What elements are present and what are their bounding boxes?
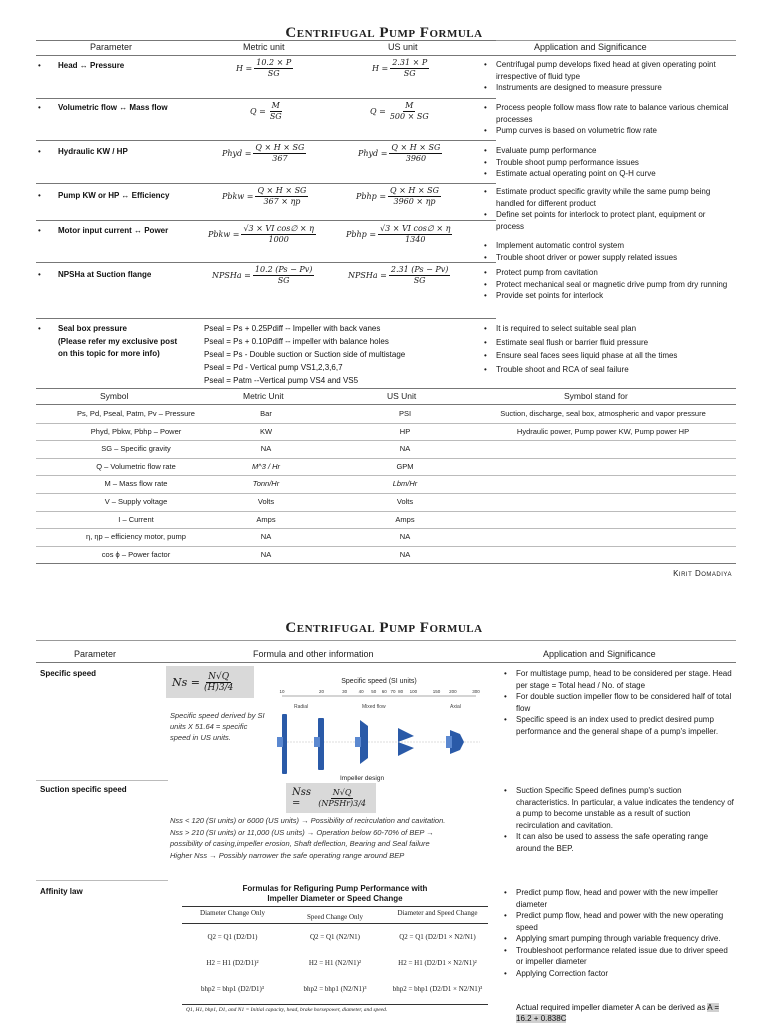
param-seal-line1: Seal box pressure <box>58 324 127 333</box>
impeller-mixed-1-icon <box>355 720 368 764</box>
divider <box>36 662 736 663</box>
affinity-title-line: Formulas for Refiguring Pump Performance with <box>242 884 428 893</box>
symbol-cell-metric: Bar <box>260 409 272 418</box>
symbol-cell-symbol: η, ηp – efficiency motor, pump <box>86 532 186 542</box>
impeller-radial-icon <box>277 714 287 774</box>
app-item: • Process people follow mass flow rate to balance various chemical processes <box>482 102 732 125</box>
diagram-caption: Impeller design <box>340 775 385 782</box>
divider <box>36 40 496 41</box>
divider <box>36 220 496 221</box>
affinity-title-line: Impeller Diameter or Speed Change <box>267 894 403 903</box>
symbol-cell-symbol: M – Mass flow rate <box>104 479 168 489</box>
page2-title: Centrifugal Pump Formula <box>285 620 483 636</box>
tick-label: 10 <box>279 689 285 694</box>
page1-title: Centrifugal Pump Formula <box>285 25 483 41</box>
symbol-cell-metric: M^3 / Hr <box>251 461 281 471</box>
affinity-cell: Q2 = Q1 (N2/N1) <box>309 933 360 941</box>
symbol-cell-metric: Amps <box>256 514 276 524</box>
divider <box>36 140 496 141</box>
symbol-cell-symbol: I – Current <box>118 514 154 524</box>
divider <box>36 404 736 405</box>
bullet-icon: • <box>38 270 41 279</box>
affinity-cell: Q2 = Q1 (D2/D1 × N2/N1) <box>399 933 476 941</box>
affinity-last-line <box>516 1003 736 1024</box>
app-item: • For multistage pump, head to be considered per stage. Head per stage = Total head / No. of stage <box>502 668 734 691</box>
impeller-design-diagram <box>274 674 484 784</box>
app-item: • Predict pump flow, head and power with the new impeller diameter <box>502 887 734 910</box>
ns-note: Specific speed derived by SI units X 51.64 = specific speed in US units. <box>170 711 265 742</box>
formula-efficiency-us: Pbhp = $\frac{Q \times H \times SG}{3960 \times \eta p}$ <box>356 186 440 206</box>
symbol-cell-us: NA <box>399 549 411 559</box>
symbol-cell-us: Volts <box>396 497 414 506</box>
symbol-cell-symbol: SG – Specific gravity <box>101 444 171 454</box>
divider <box>36 440 736 441</box>
tick-label: 300 <box>472 689 480 694</box>
affinity-row <box>182 924 488 950</box>
app-item: • Trouble shoot driver or power supply related issues <box>482 252 732 264</box>
affinity-cell: bhp2 = bhp1 (D2/D1 × N2/N1)³ <box>392 985 483 993</box>
category-mixed: Mixed flow <box>362 704 386 710</box>
symbol-cell-symbol: Ps, Pd, Pseal, Patm, Pv – Pressure <box>77 409 195 418</box>
param-efficiency: Pump KW or HP ↔ Efficiency <box>58 191 170 200</box>
app-item: • Estimate seal flush or barrier fluid pressure <box>482 336 732 350</box>
app-item: • Evaluate pump performance <box>482 145 732 157</box>
formula-npsh-us: NPSHa = $\frac{2.31 (Ps - Pv)}{SG}$ <box>348 265 449 285</box>
symbol-cell-us: Amps <box>395 514 415 524</box>
affinity-col3: Diameter and Speed Change <box>397 909 478 917</box>
param-seal-line3: on this topic for more info) <box>58 349 160 358</box>
app-item: • Pump curves is based on volumetric flow rate <box>482 125 732 137</box>
affinity-last-text: Actual required impeller diameter A can be derived as <box>516 1003 706 1012</box>
tick-label: 20 <box>319 689 325 694</box>
affinity-table <box>182 884 488 1024</box>
app-item: • Protect pump from cavitation <box>482 267 732 279</box>
tick-label: 200 <box>449 689 457 694</box>
symbol-cell-us: Lbm/Hr <box>392 479 418 489</box>
divider <box>36 98 496 99</box>
symbol-cell-us: NA <box>399 532 411 542</box>
nss-notes <box>170 815 490 861</box>
bullet-icon: • <box>38 226 41 235</box>
app-item: • Instruments are designed to measure pressure <box>482 82 732 94</box>
impeller-radial-2-icon <box>314 718 324 770</box>
formula-motor-us: Pbhp = $\frac{\text{√3 × VI cos∅ × η}}{1340}$ <box>346 224 451 244</box>
divider <box>36 640 736 641</box>
formula-efficiency-metric: Pbkw = $\frac{Q \times H \times SG}{367 \times \eta p}$ <box>222 186 307 206</box>
app-item: • For double suction impeller flow to be considered half of total flow <box>502 691 734 714</box>
divider <box>36 780 168 781</box>
tick-label: 100 <box>409 689 418 694</box>
formula-hydraulic-metric: Phyd = $\frac{Q \times H \times SG}{367}$ <box>222 143 305 163</box>
divider <box>36 493 736 494</box>
seal-formula: Pseal = Patm --Vertical pump VS4 and VS5 <box>204 376 359 385</box>
symbol-cell-metric: Volts <box>257 497 275 506</box>
app-item: • Estimate actual operating point on Q-H curve <box>482 168 732 180</box>
impeller-axial-icon <box>446 730 464 754</box>
app-item: • Specific speed is an index used to predict desired pump performance and the general shape of a pump's impeller. <box>502 714 734 737</box>
divider <box>36 528 736 529</box>
param-specific-speed: Specific speed <box>40 669 97 678</box>
app-item: • It can also be used to assess the safe operating range around the BEP. <box>502 831 734 854</box>
param-seal-line2: (Please refer my exclusive post <box>58 337 178 346</box>
divider <box>36 55 736 56</box>
divider <box>36 183 496 184</box>
col-header-us: US unit <box>388 42 418 52</box>
app-item: • Provide set points for interlock <box>482 290 732 302</box>
tick-label: 80 <box>398 689 404 694</box>
app-item: • Centrifugal pump develops fixed head at given operating point irrespective of fluid type <box>482 59 732 82</box>
affinity-col2: Speed Change Only <box>306 913 363 921</box>
tick-label: 40 <box>358 689 364 694</box>
p2-col-header-parameter: Parameter <box>74 649 117 659</box>
param-affinity: Affinity law <box>40 887 83 896</box>
affinity-cell: bhp2 = bhp1 (D2/D1)³ <box>200 985 264 993</box>
sym-header-metric: Metric Unit <box>243 391 284 401</box>
bullet-icon: • <box>38 61 41 70</box>
divider <box>36 511 736 512</box>
symbol-cell-metric: NA <box>260 532 272 542</box>
seal-formula: Pseal = Ps - Double suction or Suction side of multistage <box>204 350 406 359</box>
sym-header-symbol: Symbol <box>100 391 129 401</box>
divider <box>36 388 736 389</box>
app-list-motor <box>482 240 732 263</box>
symbol-cell-symbol: Q – Volumetric flow rate <box>96 461 176 471</box>
symbol-cell-us: NA <box>399 444 411 454</box>
app-item: • Ensure seal faces sees liquid phase at all the times <box>482 349 732 363</box>
affinity-footnote: Q1, H1, bhp1, D1, and N1 = Initial capacity, head, brake horsepower, diameter, and speed. <box>186 1007 388 1013</box>
affinity-cell: H2 = H1 (D2/D1)² <box>206 959 259 967</box>
bullet-icon: • <box>38 103 41 112</box>
symbol-cell-us: PSI <box>398 409 412 418</box>
symbol-cell-symbol: V – Supply voltage <box>104 497 168 506</box>
app-item: • Trouble shoot and RCA of seal failure <box>482 363 732 377</box>
seal-formula: Pseal = Pd - Vertical pump VS1,2,3,6,7 <box>204 363 343 372</box>
bullet-icon: • <box>38 191 41 200</box>
symbol-cell-us: HP <box>399 426 411 436</box>
sym-header-stand: Symbol stand for <box>564 391 628 401</box>
app-list-specific-speed <box>502 668 734 737</box>
divider <box>36 546 736 547</box>
symbol-cell-symbol: cos ϕ – Power factor <box>101 549 171 559</box>
diagram-ticks <box>279 689 480 694</box>
formula-motor-metric: Pbkw = $\frac{\text{√3 × VI cos∅ × η}}{1000}$ <box>208 224 314 244</box>
app-list-npsh <box>482 267 732 302</box>
affinity-cell: H2 = H1 (D2/D1 × N2/N1)² <box>398 959 477 967</box>
affinity-row <box>182 976 488 1002</box>
app-item: • It is required to select suitable seal plan <box>482 322 732 336</box>
col-header-app: Application and Significance <box>534 42 647 52</box>
bullet-icon: • <box>38 324 41 333</box>
affinity-col1: Diameter Change Only <box>200 909 265 917</box>
tick-label: 70 <box>390 689 396 694</box>
app-list-suction <box>502 785 734 854</box>
param-hydraulic: Hydraulic KW / HP <box>58 147 128 156</box>
param-motor: Motor input current ↔ Power <box>58 226 169 235</box>
affinity-cell: Q2 = Q1 (D2/D1) <box>207 933 258 941</box>
app-item: • Trouble shoot pump performance issues <box>482 157 732 169</box>
affinity-table-title <box>182 884 488 904</box>
app-item: • Applying smart pumping through variable frequency drive. <box>502 933 734 945</box>
symbol-cell-metric: KW <box>259 426 273 436</box>
param-suction-specific-speed: Suction specific speed <box>40 785 127 794</box>
tick-label: 60 <box>381 689 387 694</box>
author: Kirit Domadiya <box>673 569 732 578</box>
app-list-head <box>482 59 732 94</box>
divider <box>36 475 736 476</box>
tick-label: 50 <box>371 689 377 694</box>
affinity-rows <box>182 924 488 1002</box>
formula-ns: Ns = $\frac{N√Q}{(H)3/4}$ <box>166 666 254 698</box>
param-flow: Volumetric flow ↔ Mass flow <box>58 103 168 112</box>
app-item: • Suction Specific Speed defines pump's suction characteristics. In particular, a value indicates the tendency of a pump to become unstable as a result of suction recirculation and cavitation. <box>502 785 734 831</box>
seal-formulas <box>204 322 405 387</box>
formula-flow-us: Q = $\frac{M}{500 \times SG}$ <box>370 101 429 121</box>
affinity-col-headers <box>182 907 488 923</box>
nss-note: possibility of casing,impeller erosion, Shaft deflection, Bearing and Seal failure <box>170 839 430 848</box>
symbol-cell-metric: NA <box>260 549 272 559</box>
formula-hydraulic-us: Phyd = $\frac{Q \times H \times SG}{3960}$ <box>358 143 441 163</box>
bullet-icon: • <box>38 147 41 156</box>
divider <box>36 458 736 459</box>
divider <box>36 318 496 319</box>
category-axial: Axial <box>450 704 461 710</box>
col-header-metric: Metric unit <box>243 42 285 52</box>
app-item: • Protect mechanical seal or magnetic drive pump from dry running <box>482 279 732 291</box>
p2-col-header-formula: Formula and other information <box>253 649 374 659</box>
divider <box>36 262 496 263</box>
formula-npsh-metric: NPSHa = $\frac{10.2 (Ps - Pv)}{SG}$ <box>212 265 313 285</box>
p2-col-header-app: Application and Significance <box>543 649 656 659</box>
formula-nss: Nss = $\frac{N√Q}{\text{(NPSHr)3/4}}$ <box>286 783 376 813</box>
param-npsh: NPSHa at Suction flange <box>58 270 152 279</box>
app-list-hydraulic <box>482 145 732 180</box>
diagram-title: Specific speed (SI units) <box>341 678 417 685</box>
formula-head-metric: H = $\frac{10.2 \times P}{SG}$ <box>236 58 292 78</box>
app-item: • Estimate product specific gravity while the same pump being handled for different product <box>482 186 732 209</box>
affinity-last-formula: A = 16.2 + 0.838C <box>516 1003 720 1023</box>
affinity-cell: bhp2 = bhp1 (N2/N1)³ <box>303 985 367 993</box>
affinity-row <box>182 950 488 976</box>
symbol-cell-metric: Tonn/Hr <box>252 479 280 489</box>
seal-formula: Pseal = Ps + 0.10Pdiff -- impeller with balance holes <box>204 337 389 346</box>
formula-head-us: H = $\frac{2.31 \times P}{SG}$ <box>372 58 428 78</box>
tick-label: 30 <box>342 689 348 694</box>
col-header-parameter: Parameter <box>90 42 133 52</box>
divider <box>36 423 736 424</box>
sym-header-us: US Unit <box>387 391 417 401</box>
symbol-cell-us: GPM <box>396 461 414 471</box>
app-item: • Applying Correction factor <box>502 968 734 980</box>
divider <box>496 40 736 41</box>
symbol-cell-symbol: Phyd, Pbkw, Pbhp – Power <box>90 426 182 436</box>
app-list-efficiency <box>482 186 732 232</box>
app-item: • Define set points for interlock to protect plant, equipment or process <box>482 209 732 232</box>
affinity-cell: H2 = H1 (N2/N1)² <box>308 959 362 967</box>
symbol-cell-metric: NA <box>260 444 272 454</box>
divider <box>36 880 168 881</box>
app-item: • Troubleshoot performance related issue due to driver speed or impeller diameter <box>502 945 734 968</box>
symbol-cell-stand: Hydraulic power, Pump power KW, Pump power HP <box>516 426 690 436</box>
app-list-flow <box>482 102 732 137</box>
param-head-pressure: Head ↔ Pressure <box>58 61 125 70</box>
nss-note: Higher Nss → Possibly narrower the safe operating range around BEP <box>170 850 405 860</box>
divider <box>36 563 736 564</box>
nss-note: Nss < 120 (SI units) or 6000 (US units) → Possibility of recirculation and cavitation. <box>170 816 446 825</box>
app-item: • Predict pump flow, head and power with the new operating speed <box>502 910 734 933</box>
app-item: • Implement automatic control system <box>482 240 732 252</box>
formula-flow-metric: Q = $\frac{M}{SG}$ <box>250 101 282 121</box>
category-radial: Radial <box>294 704 309 710</box>
nss-note: Nss > 210 (SI units) or 11,000 (US units) → Operation below 60-70% of BEP → <box>170 827 434 837</box>
seal-formula: Pseal = Ps + 0.25Pdiff -- Impeller with back vanes <box>204 324 381 333</box>
symbol-cell-stand: Suction, discharge, seal box, atmospheric and vapor pressure <box>500 409 706 418</box>
app-list-affinity <box>502 887 734 979</box>
tick-label: 150 <box>432 689 441 694</box>
app-list-seal <box>482 322 732 376</box>
